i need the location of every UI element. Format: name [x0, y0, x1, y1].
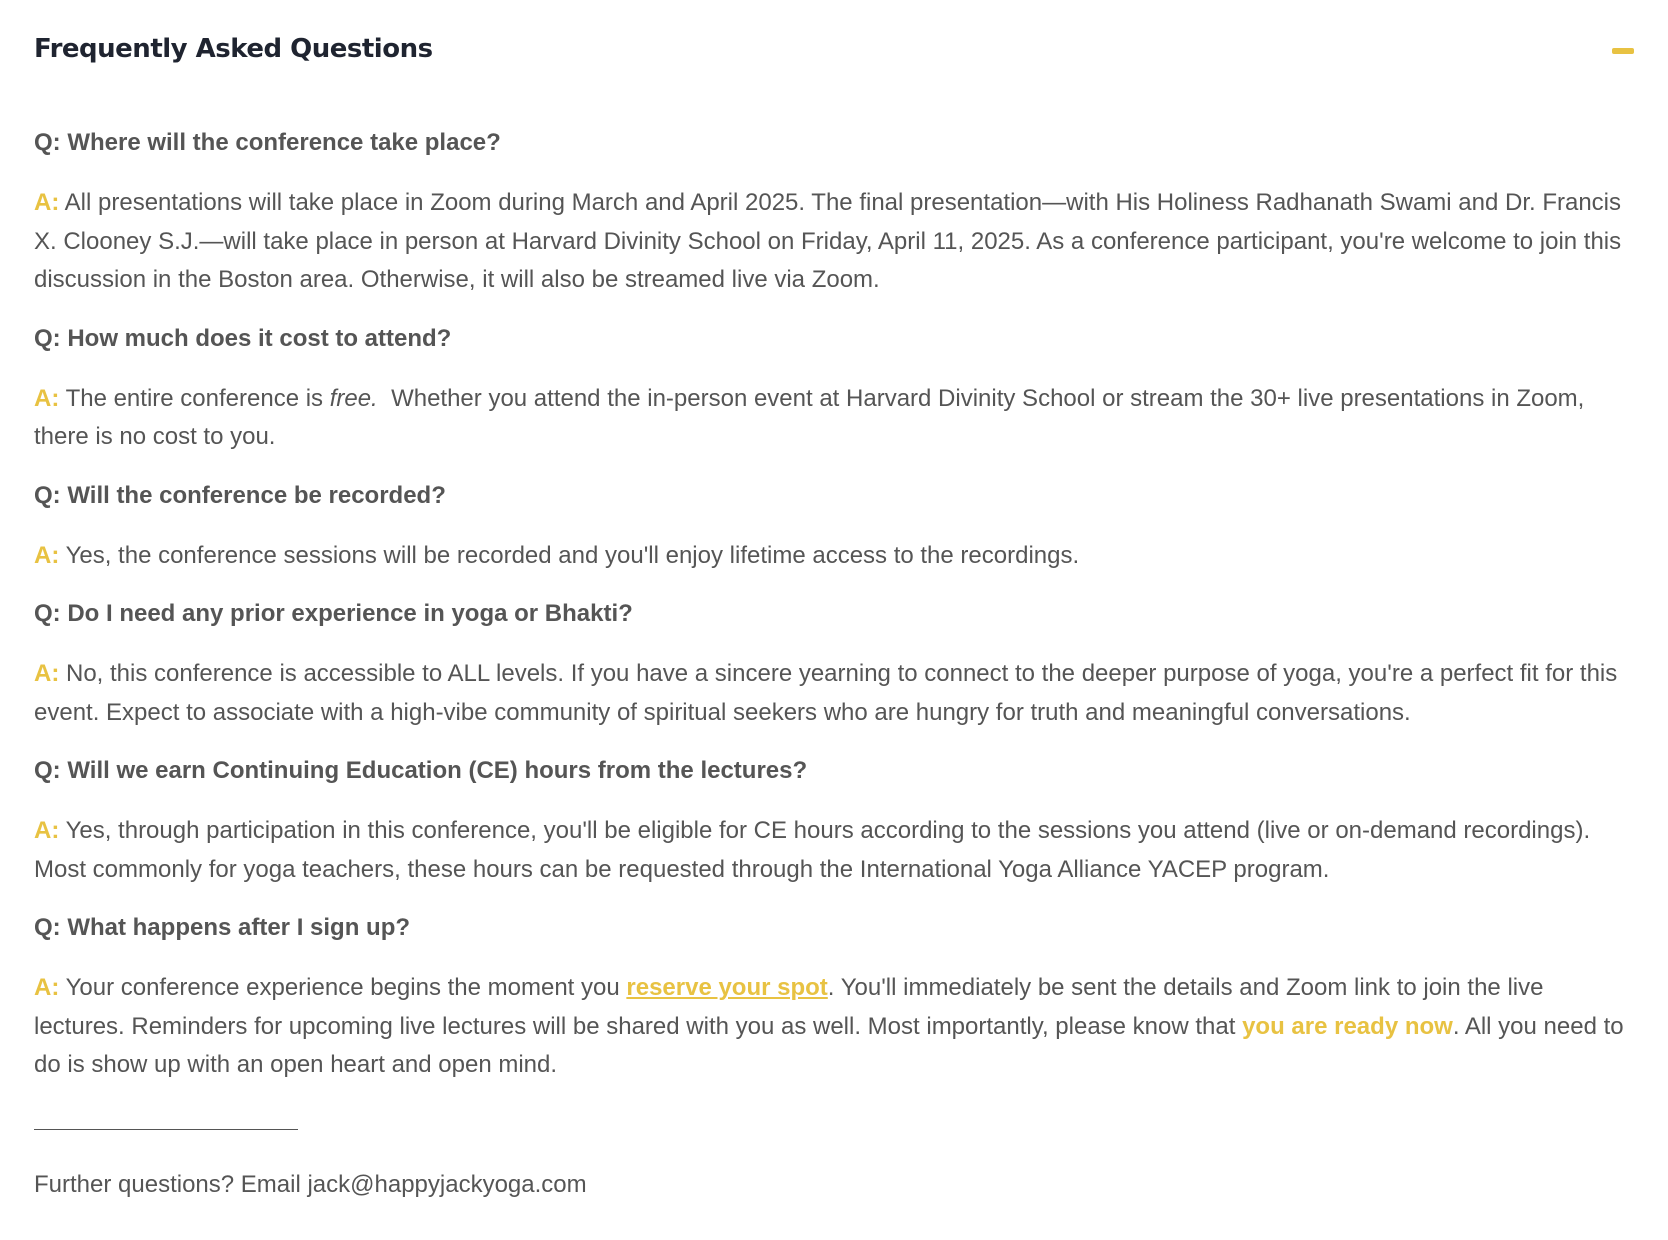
faq-answer — [34, 537, 1634, 576]
faq-title: Frequently Asked Questions — [34, 34, 433, 64]
answer-prefix: A: — [34, 541, 60, 569]
answer-text: Yes, through participation in this conference, you'll be eligible for CE hours according to the sessions you attend (live or on-demand recordings). Most commonly for yoga teachers, these hours can be requested through the International Yoga Alliance YACEP program. — [34, 817, 1591, 883]
faq-question: Q: What happens after I sign up? — [34, 914, 411, 941]
answer-text: No, this conference is accessible to ALL levels. If you have a sincere yearning to connect to the deeper purpose of yoga, you're a perfect fit for this event. Expect to associate with a high-vibe community of spiritual seekers who are hungry for truth and meaningful conversations. — [34, 660, 1618, 726]
answer-text: Yes, the conference sessions will be recorded and you'll enjoy lifetime access to the recordings. — [65, 541, 1080, 569]
footer-contact: Further questions? Email jack@happyjackyoga.com — [34, 1170, 587, 1198]
answer-text: Whether you attend the in-person event at Harvard Divinity School or stream the 30+ live presentations in Zoom, there is no cost to you. — [34, 384, 1585, 450]
answer-text: . You'll immediately be sent the details and Zoom link to join the live lectures. Reminders for upcoming live lectures will be shared with you as well. Most importantly, please know that — [34, 974, 1544, 1040]
faq-question: Q: Where will the conference take place? — [34, 129, 501, 156]
faq-question: Q: Will we earn Continuing Education (CE) hours from the lectures? — [34, 757, 808, 784]
minus-icon[interactable] — [1612, 48, 1634, 54]
faq-answer — [34, 655, 1634, 732]
answer-prefix: A: — [34, 974, 60, 1001]
answer-text: Your conference experience begins the moment you — [65, 974, 627, 1001]
faq-answer — [34, 969, 1634, 1085]
answer-prefix: A: — [34, 660, 60, 687]
answer-emphasis: free. — [329, 384, 378, 412]
answer-text: All presentations will take place in Zoom during March and April 2025. The final presentation—with His Holiness Radhanath Swami and Dr. Francis X. Clooney S.J.—will take place in person at Harvard Divinity School on Friday, April 11, 2025. As a conference participant, you're welcome to join this discussion in the Boston area. Otherwise, it will also be streamed live via Zoom. — [34, 189, 1622, 293]
answer-text: . All you need to do is show up with an open heart and open mind. — [34, 1012, 1624, 1078]
answer-prefix: A: — [34, 384, 60, 412]
faq-section — [34, 0, 1634, 1204]
faq-answer — [34, 184, 1634, 300]
answer-prefix: A: — [34, 189, 60, 216]
faq-question: Q: Will the conference be recorded? — [34, 481, 446, 509]
faq-header[interactable] — [34, 0, 1634, 104]
answer-prefix: A: — [34, 817, 60, 844]
ready-now-highlight: you are ready now — [1242, 1012, 1453, 1040]
reserve-spot-link[interactable]: reserve your spot — [626, 974, 828, 1001]
faq-question: Q: Do I need any prior experience in yoga or Bhakti? — [34, 600, 633, 627]
faq-answer — [34, 380, 1634, 457]
divider — [34, 1129, 298, 1130]
answer-text: The entire conference is — [65, 384, 330, 412]
faq-answer — [34, 812, 1634, 889]
faq-question: Q: How much does it cost to attend? — [34, 324, 452, 352]
